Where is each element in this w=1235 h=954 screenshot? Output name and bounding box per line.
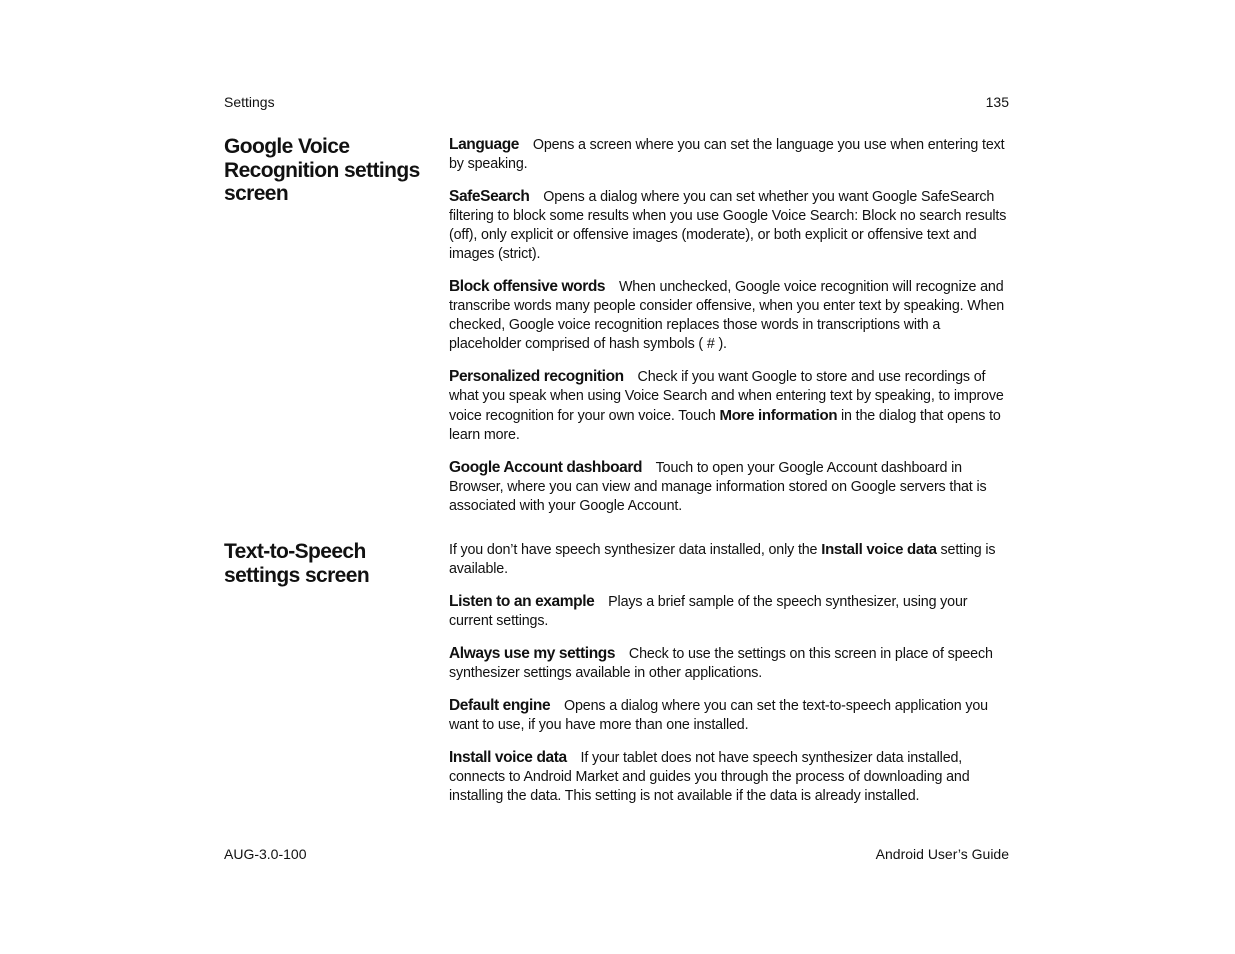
document-title: Android User’s Guide bbox=[875, 846, 1009, 862]
setting-item-language bbox=[449, 135, 1011, 174]
setting-term: Personalized recognition bbox=[449, 368, 624, 385]
setting-item-listen-to-example bbox=[449, 592, 1011, 631]
setting-item-google-account-dashboard bbox=[449, 458, 1011, 516]
setting-term: Always use my settings bbox=[449, 645, 616, 662]
setting-description: When unchecked, Google voice recognition will recognize and transcribe words many people consider offensive, when you enter text by speaking. When checked, Google voice recognition replaces those words in transcriptions with a placeholder comprised of hash symbols ( # ). bbox=[449, 279, 1005, 352]
setting-item-block-offensive-words bbox=[449, 277, 1011, 354]
setting-description-start: Check if you want Google to store and use recordings of what you speak when using Voice Search and when entering text by speaking, to improve voice recognition for your own voice. Touch bbox=[449, 369, 1004, 424]
setting-term: Block offensive words bbox=[449, 278, 606, 295]
setting-term: Default engine bbox=[449, 697, 551, 714]
setting-description: Check to use the settings on this screen in place of speech synthesizer settings available in other applications. bbox=[449, 646, 993, 681]
more-information-label: More information bbox=[719, 407, 838, 424]
section-heading: Text-to-Speech settings screen bbox=[224, 540, 370, 587]
setting-description: Plays a brief sample of the speech synthesizer, using your current settings. bbox=[449, 594, 968, 629]
setting-description: If your tablet does not have speech synthesizer data installed, connects to Android Market and guides you through the process of downloading and installing the data. This setting is not available if the data is already installed. bbox=[449, 750, 970, 804]
setting-description: Touch to open your Google Account dashboard in Browser, where you can view and manage information stored on Google servers that is associated with your Google Account. bbox=[449, 460, 987, 514]
header-section-name: Settings bbox=[224, 94, 275, 110]
document-id: AUG-3.0-100 bbox=[224, 846, 307, 862]
page-number: 135 bbox=[985, 94, 1009, 110]
setting-term: Install voice data bbox=[449, 749, 567, 766]
section-body bbox=[449, 135, 1011, 529]
install-voice-data-label: Install voice data bbox=[821, 541, 937, 558]
setting-description: Opens a dialog where you can set the text-to-speech application you want to use, if you have more than one installed. bbox=[449, 698, 988, 733]
setting-term: Language bbox=[449, 136, 520, 153]
setting-term: SafeSearch bbox=[449, 188, 530, 205]
setting-item-personalized-recognition bbox=[449, 367, 1011, 445]
setting-item-install-voice-data bbox=[449, 748, 1011, 806]
setting-description: Opens a screen where you can set the language you use when entering text by speaking. bbox=[449, 137, 1005, 172]
setting-term: Listen to an example bbox=[449, 593, 595, 610]
section-intro bbox=[449, 540, 1011, 579]
section-heading: Google Voice Recognition settings screen bbox=[224, 135, 420, 205]
setting-item-default-engine bbox=[449, 696, 1011, 735]
setting-description: Opens a dialog where you can set whether you want Google SafeSearch filtering to block some results when you use Google Voice Search: Block no search results (off), only explicit or offensive images (moderate), or both explicit or offensive text and images (strict). bbox=[449, 189, 1007, 262]
setting-item-always-use-my-settings bbox=[449, 644, 1011, 683]
section-body bbox=[449, 540, 1011, 819]
intro-text-end: setting is available. bbox=[449, 542, 996, 577]
setting-term: Google Account dashboard bbox=[449, 459, 643, 476]
setting-item-safesearch bbox=[449, 187, 1011, 264]
intro-text-start: If you don’t have speech synthesizer data installed, only the bbox=[449, 542, 818, 558]
setting-description-end: in the dialog that opens to learn more. bbox=[449, 408, 1001, 443]
